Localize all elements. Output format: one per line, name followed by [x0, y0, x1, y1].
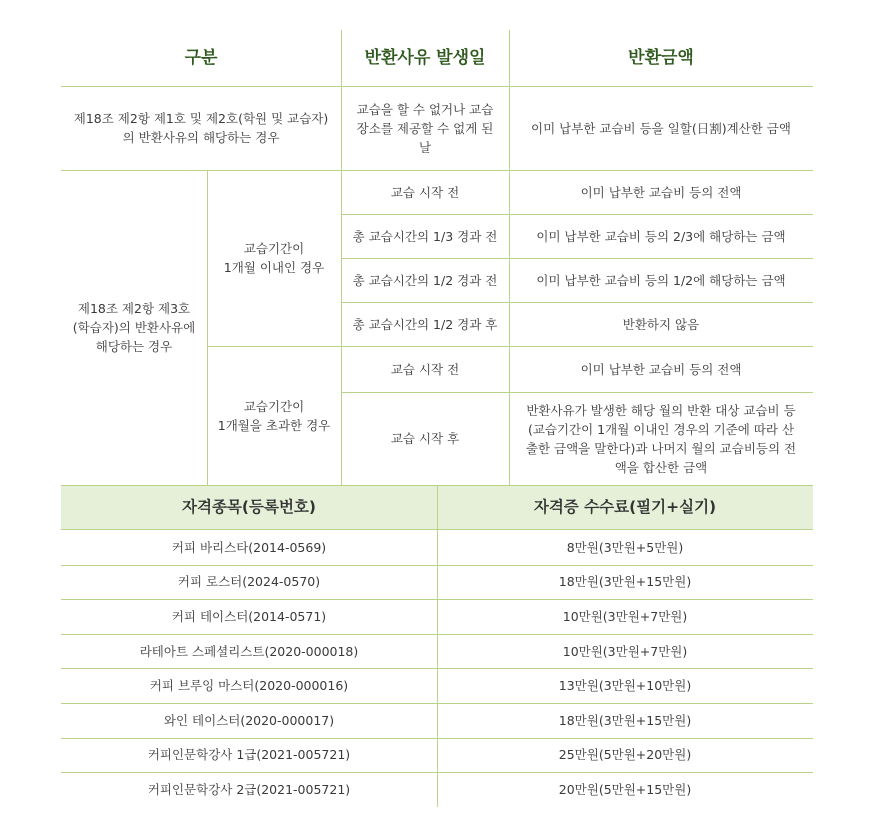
qualification-fee: 18만원(3만원+15만원): [558, 574, 692, 590]
row1-date: 교습을 할 수 없거나 교습 장소를 제공할 수 없게 된 날: [356, 101, 494, 155]
divider: [341, 302, 813, 303]
divider: [61, 86, 813, 87]
sub-a-row1-amount: 이미 납부한 교습비 등의 전액: [580, 184, 742, 200]
qualification-fee: 18만원(3만원+15만원): [558, 712, 692, 728]
qualification-name: 커피 로스터(2024-0570): [177, 574, 321, 590]
row1-category: 제18조 제2항 제1호 및 제2호(학원 및 교습자) 의 반환사유의 해당하는 경우: [73, 111, 329, 145]
sub-b-row2-amount: 반환사유가 발생한 해당 월의 반환 대상 교습비 등 (교습기간이 1개월 이내인 경우의 기준에 따라 산 출한 금액을 말한다)과 나머지 월의 교습비등의 전 액을 합산한 금액: [525, 402, 797, 475]
qualification-name: 라테아트 스페셜리스트(2020-000018): [139, 643, 359, 659]
group2-category: 제18조 제2항 제3호 (학습자)의 반환사유에 해당하는 경우: [72, 301, 196, 354]
divider: [207, 170, 208, 485]
qualification-fee: 8만원(3만원+5만원): [566, 539, 684, 555]
qualification-fee: 25만원(5만원+20만원): [558, 747, 692, 763]
header-category: 구분: [184, 47, 218, 68]
sub-a-row2-amount: 이미 납부한 교습비 등의 2/3에 해당하는 금액: [536, 228, 786, 244]
qualification-fee: 10만원(3만원+7만원): [562, 643, 688, 659]
qualification-name: 커피인문학강사 1급(2021-005721): [147, 747, 351, 763]
qualification-name: 와인 테이스터(2020-000017): [163, 712, 335, 728]
qualification-name: 커피 브루잉 마스터(2020-000016): [149, 678, 349, 694]
sub-b-period: 교습기간이 1개월을 초과한 경우: [217, 398, 331, 433]
sub-a-row3-amount: 이미 납부한 교습비 등의 1/2에 해당하는 금액: [536, 272, 786, 288]
sub-a-period: 교습기간이 1개월 이내인 경우: [223, 241, 325, 275]
divider: [341, 214, 813, 215]
qualification-fee: 13만원(3만원+10만원): [558, 678, 692, 694]
divider: [61, 170, 813, 171]
header-refund-amount: 반환금액: [628, 47, 694, 68]
divider: [341, 392, 813, 393]
divider: [437, 485, 438, 807]
header-refund-date: 반환사유 발생일: [364, 47, 486, 68]
sub-a-row1-date: 교습 시작 전: [390, 184, 460, 200]
sub-a-row3-date: 총 교습시간의 1/2 경과 전: [352, 272, 498, 288]
header-fee: 자격증 수수료(필기+실기): [533, 497, 717, 516]
sub-b-row1-amount: 이미 납부한 교습비 등의 전액: [580, 361, 742, 377]
divider: [509, 30, 510, 485]
sub-b-row2-date: 교습 시작 후: [390, 431, 460, 446]
qualification-name: 커피인문학강사 2급(2021-005721): [147, 781, 351, 797]
qualification-fee: 20만원(5만원+15만원): [558, 781, 692, 797]
sub-b-row1-date: 교습 시작 전: [390, 361, 460, 377]
qualification-name: 커피 테이스터(2014-0571): [171, 608, 327, 624]
divider: [207, 346, 813, 347]
sub-a-row2-date: 총 교습시간의 1/3 경과 전: [352, 228, 498, 244]
sub-a-row4-date: 총 교습시간의 1/2 경과 후: [352, 316, 498, 332]
qualification-name: 커피 바리스타(2014-0569): [171, 539, 327, 555]
divider: [341, 30, 342, 485]
divider: [341, 258, 813, 259]
row1-amount: 이미 납부한 교습비 등을 일할(日割)계산한 금액: [531, 120, 791, 136]
qualification-fee: 10만원(3만원+7만원): [562, 608, 688, 624]
sub-a-row4-amount: 반환하지 않음: [622, 316, 700, 332]
header-qualification: 자격종목(등록번호): [182, 497, 316, 516]
